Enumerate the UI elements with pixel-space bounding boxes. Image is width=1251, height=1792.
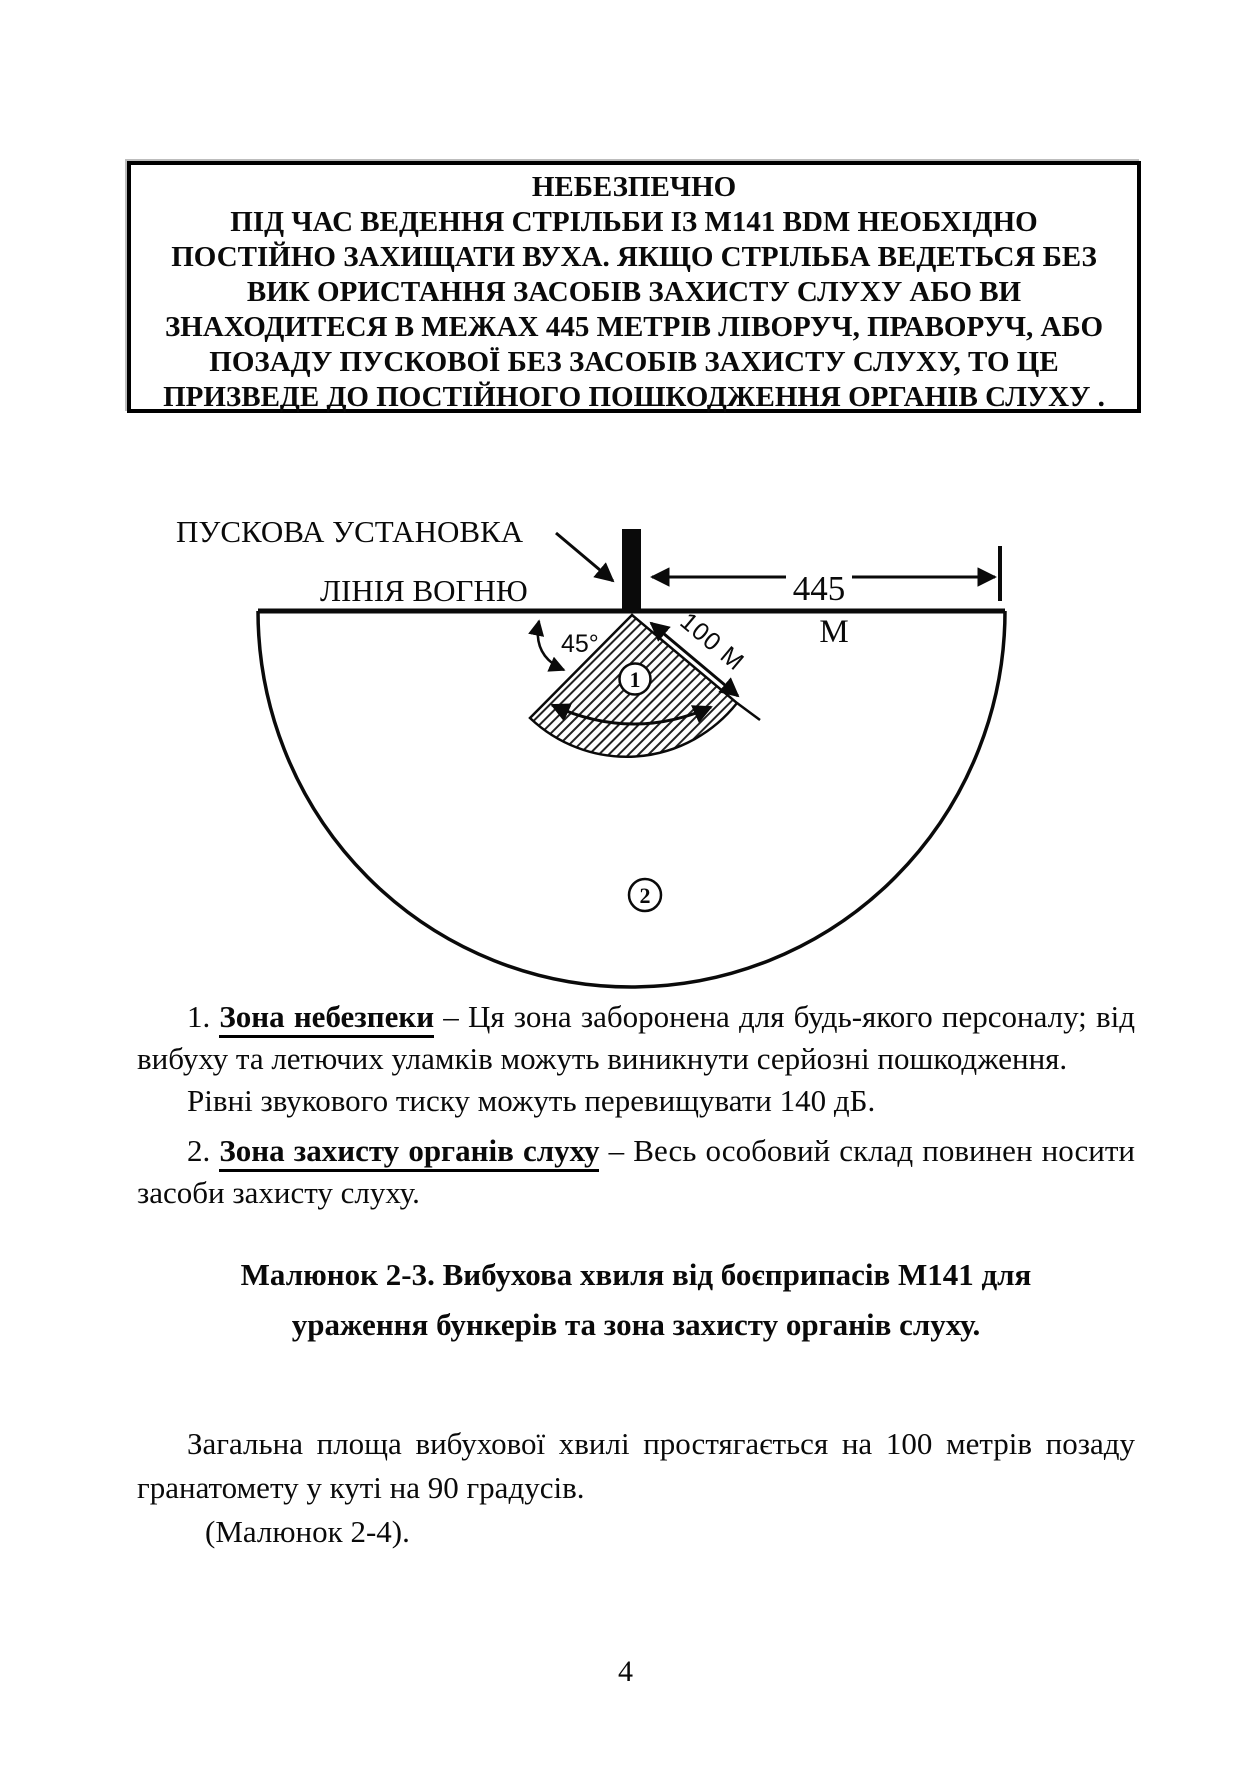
radius-label: 100 М xyxy=(674,607,750,677)
zone1-item-number: 1. xyxy=(187,999,211,1034)
warning-line: ПОСТІЙНО ЗАХИЩАТИ ВУХА. ЯКЩО СТРІЛЬБА ВЕДЕТЬСЯ БЕЗ xyxy=(171,241,1097,273)
figure-reference: (Малюнок 2-4). xyxy=(205,1514,410,1549)
zone2-marker-number: 2 xyxy=(639,883,651,908)
zone1-text: – Ця зона заборонена для будь-якого персоналу; від вибуху та летючих уламків можуть виникнути серйозні пошкодження. xyxy=(137,999,1135,1076)
zone1-marker-number: 1 xyxy=(629,667,641,692)
warning-line: ПІД ЧАС ВЕДЕННЯ СТРІЛЬБИ ІЗ М141 BDM НЕОБХІДНО xyxy=(230,206,1038,238)
angle-label: 45° xyxy=(561,630,599,658)
warning-line: ПОЗАДУ ПУСКОВОЇ БЕЗ ЗАСОБІВ ЗАХИСТУ СЛУХУ, ТО ЦЕ xyxy=(209,346,1059,378)
warning-line: ВИК ОРИСТАННЯ ЗАСОБІВ ЗАХИСТУ СЛУХУ АБО ВИ xyxy=(246,276,1022,308)
sound-pressure-note: Рівні звукового тиску можуть перевищувати 140 дБ. xyxy=(187,1083,876,1118)
page-number: 4 xyxy=(618,1655,633,1688)
warning-box xyxy=(127,161,1141,413)
zone2-text: – Весь особовий склад повинен носити засоби захисту слуху. xyxy=(137,1133,1136,1210)
launcher-pointer-arrow xyxy=(556,533,613,581)
fire-line-label: ЛІНІЯ ВОГНЮ xyxy=(320,573,528,608)
zone2-description xyxy=(137,1130,1135,1214)
warning-line: ЗНАХОДИТЕСЯ В МЕЖАХ 445 МЕТРІВ ЛІВОРУЧ, ПРАВОРУЧ, АБО xyxy=(164,311,1104,343)
launcher-label: ПУСКОВА УСТАНОВКА xyxy=(176,514,524,549)
zone1-description xyxy=(137,996,1135,1080)
distance-unit-label: М xyxy=(819,614,849,650)
figure-caption xyxy=(137,1250,1135,1350)
figure-caption-line1: Малюнок 2-3. Вибухова хвиля від боєприпасів М141 для xyxy=(240,1257,1032,1292)
distance-value-label: 445 xyxy=(792,569,846,608)
zone1-title: Зона небезпеки xyxy=(219,999,434,1038)
blast-zone-figure xyxy=(140,430,1040,1010)
danger-sector-edge-extension xyxy=(737,703,760,720)
blast-area-paragraph: Загальна площа вибухової хвилі простягається на 100 метрів позаду гранатомету у куті на 90 градусів. xyxy=(137,1426,1135,1505)
figure-caption-line2: ураження бункерів та зона захисту органів слуху. xyxy=(291,1307,981,1342)
zone2-item-number: 2. xyxy=(187,1133,211,1168)
body-text xyxy=(137,996,1135,1554)
warning-line: НЕБЕЗПЕЧНО xyxy=(531,171,737,203)
launcher-symbol xyxy=(622,529,641,613)
zone2-title: Зона захисту органів слуху xyxy=(219,1133,599,1172)
warning-line: ПРИЗВЕДЕ ДО ПОСТІЙНОГО ПОШКОДЖЕННЯ ОРГАНІВ СЛУХУ . xyxy=(163,381,1105,413)
